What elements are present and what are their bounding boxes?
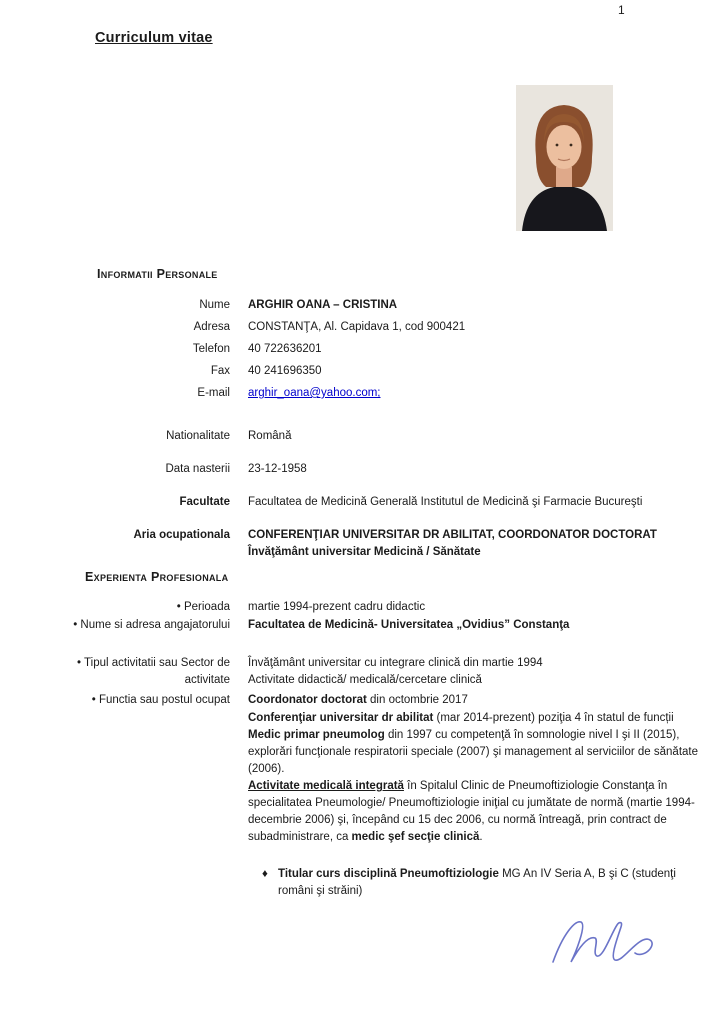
- field-label: Nationalitate: [166, 430, 230, 442]
- page-number: 1: [618, 3, 625, 17]
- portrait-photo-image: [516, 85, 613, 231]
- field-value: CONSTANŢA, Al. Capidava 1, cod 900421: [248, 321, 466, 333]
- functia-rest: din octombrie 2017: [366, 694, 468, 706]
- section-heading-experience: Experienta Profesionala: [85, 570, 229, 584]
- bullet-text: MG An IV Seria A, B şi C (studenţi români şi străini): [278, 868, 676, 897]
- field-value: Facultatea de Medicină- Universitatea „Ovidius” Constanţa: [248, 619, 570, 631]
- field-value: [248, 692, 700, 709]
- field-value: martie 1994-prezent cadru didactic: [248, 601, 426, 613]
- field-label: Facultate: [179, 496, 230, 508]
- bullet-row-titular-curs: [40, 866, 710, 900]
- para1-bold-2: Medic primar pneumolog: [248, 729, 385, 741]
- portrait-photo: [516, 85, 613, 231]
- field-label: Nume: [199, 299, 230, 311]
- field-value: 40 722636201: [248, 343, 322, 355]
- field-row-aria-ocupationala: [40, 527, 710, 561]
- aria-line-1: CONFERENŢIAR UNIVERSITAR DR ABILITAT, COORDONATOR DOCTORAT: [248, 529, 657, 541]
- field-value: ARGHIR OANA – CRISTINA: [248, 299, 398, 311]
- field-value: [248, 527, 700, 561]
- para2-bold-2: medic şef secţie clinică: [351, 831, 480, 843]
- field-row-adresa: [40, 319, 710, 336]
- field-label: Telefon: [192, 343, 230, 355]
- field-value: Facultatea de Medicină Generală Institutul de Medicină şi Farmacie Bucureşti: [248, 496, 643, 508]
- tip-activitate-line-1: Învăţământ universitar cu integrare clinică din martie 1994: [248, 657, 543, 669]
- functia-bold: Coordonator doctorat: [248, 694, 367, 706]
- paragraph-row-2: [40, 778, 710, 846]
- field-row-email: [40, 385, 710, 402]
- field-row-nume: [40, 297, 710, 314]
- field-label: • Functia sau postul ocupat: [91, 694, 230, 706]
- field-row-nationalitate: [40, 428, 710, 445]
- tip-activitate-line-2: Activitate didactică/ medicală/cercetare clinică: [248, 674, 482, 686]
- field-row-fax: [40, 363, 710, 380]
- field-value: Română: [248, 430, 292, 442]
- field-label: Adresa: [193, 321, 230, 333]
- experience-paragraph-1: [248, 710, 700, 778]
- field-label: • Tipul activitatii sau Sector de activitate: [77, 657, 230, 686]
- field-label: Aria ocupationala: [133, 529, 230, 541]
- bullet-bold: Titular curs disciplină Pneumoftiziologie: [278, 868, 499, 880]
- experience-paragraph-2: [248, 778, 700, 846]
- field-label: • Nume si adresa angajatorului: [73, 619, 230, 631]
- para2-text-2: .: [479, 831, 483, 843]
- field-row-data-nasterii: [40, 461, 710, 478]
- field-row-angajator: [40, 617, 710, 634]
- aria-line-2: Învăţământ universitar Medicină / Sănătate: [248, 546, 481, 558]
- field-value: 23-12-1958: [248, 463, 307, 475]
- field-row-functia: [40, 692, 710, 709]
- section-heading-personal: Informatii Personale: [97, 267, 218, 281]
- para2-bold-underline: Activitate medicală integrată: [248, 780, 404, 792]
- paragraph-row-1: [40, 710, 710, 778]
- para1-text-1: (mar 2014-prezent) poziţia 4 în statul de funcții: [433, 712, 674, 724]
- field-row-tip-activitate: [40, 655, 710, 689]
- field-label: Data nasterii: [165, 463, 230, 475]
- field-label-empty: [40, 710, 230, 778]
- field-value: [248, 655, 700, 689]
- signature-stroke: [545, 912, 670, 974]
- cv-title: Curriculum vitae: [95, 30, 213, 46]
- field-label-empty: [40, 778, 230, 846]
- email-link[interactable]: arghir_oana@yahoo.com;: [248, 387, 381, 399]
- field-label: • Perioada: [176, 601, 230, 613]
- para1-text-2: din 1997 cu competenţă în somnologie nivel I şi II (2015), explorări funcţionale respiratorii speciale (2007) şi management al serviciilor de sănătate (2006).: [248, 729, 699, 775]
- field-value: [248, 385, 700, 402]
- diamond-bullet-icon: ♦: [262, 868, 268, 880]
- field-value: [248, 866, 700, 900]
- field-value: 40 241696350: [248, 365, 322, 377]
- para2-text-1: în Spitalul Clinic de Pneumoftiziologie Constanţa în specialitatea Pneumologie/ Pneumoftiziologie iniţial cu jumătate de normă (martie 1994- decembrie 2006) şi, începând cu 15 dec 2006, cu normă întreagă, prin contract de subadministrare, ca: [248, 780, 695, 843]
- para1-bold-1: Conferenţiar universitar dr abilitat: [248, 712, 434, 724]
- field-label: E-mail: [197, 387, 230, 399]
- field-row-perioada: [40, 599, 710, 616]
- handwritten-signature: [545, 912, 670, 974]
- field-row-telefon: [40, 341, 710, 358]
- field-label: Fax: [210, 365, 230, 377]
- field-label-empty: [40, 866, 230, 900]
- bullet-item: [248, 866, 700, 900]
- field-row-facultate: [40, 494, 710, 511]
- cv-body: [40, 266, 710, 900]
